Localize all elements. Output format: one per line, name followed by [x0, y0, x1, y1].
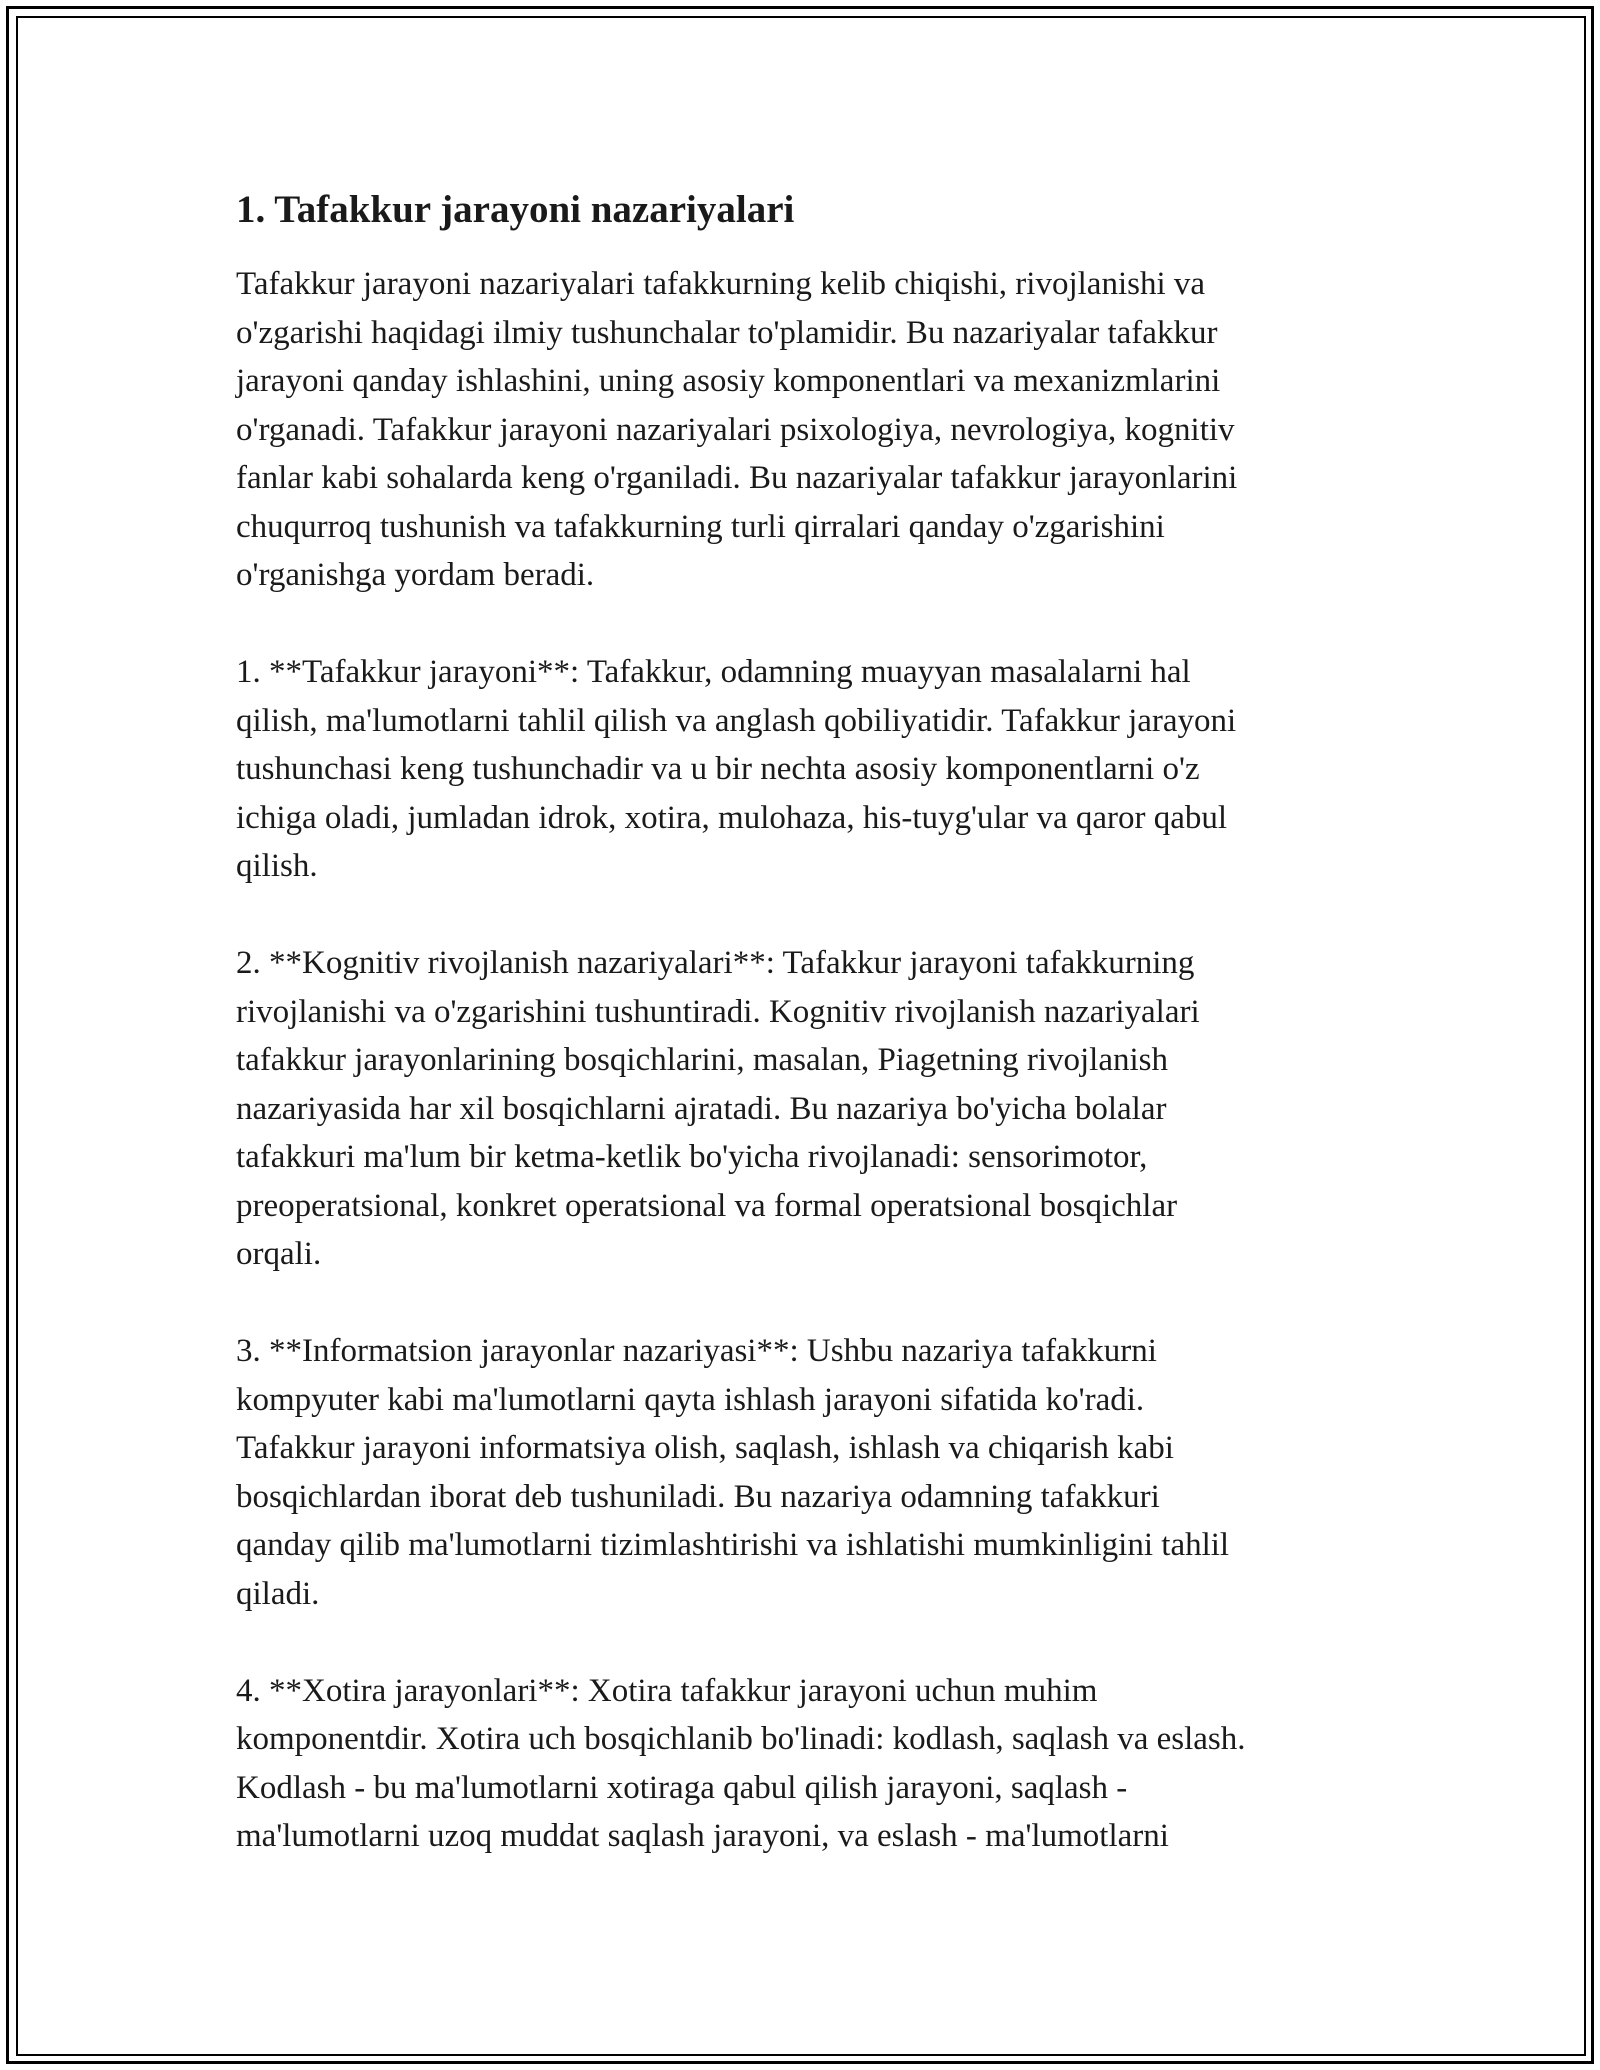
list-item-2-paragraph [236, 939, 1366, 1279]
text-line: 2. **Kognitiv rivojlanish nazariyalari**: Tafakkur jarayoni tafakkurning [236, 945, 1195, 981]
text-line: kompyuter kabi ma'lumotlarni qayta ishlash jarayoni sifatida ko'radi. [236, 1381, 1145, 1418]
text-line: 3. **Informatsion jarayonlar nazariyasi**: Ushbu nazariya tafakkurni [236, 1333, 1157, 1369]
text-line: tafakkuri ma'lum bir ketma-ketlik bo'yicha rivojlanadi: sensorimotor, [236, 1139, 1148, 1175]
text-line: Kodlash - bu ma'lumotlarni xotiraga qabul qilish jarayoni, saqlash - [236, 1769, 1128, 1806]
list-item-4-paragraph [236, 1667, 1366, 1861]
intro-paragraph [236, 260, 1366, 600]
text-line: rivojlanishi va o'zgarishini tushuntiradi. Kognitiv rivojlanish nazariyalari [236, 993, 1200, 1030]
text-line: komponentdir. Xotira uch bosqichlanib bo'linadi: kodlash, saqlash va eslash. [236, 1721, 1246, 1757]
document-page [236, 186, 1366, 1909]
text-line: jarayoni qanday ishlashini, uning asosiy komponentlari va mexanizmlarini [236, 363, 1221, 399]
text-line: Tafakkur jarayoni informatsiya olish, saqlash, ishlash va chiqarish kabi [236, 1430, 1174, 1466]
text-line: 4. **Xotira jarayonlari**: Xotira tafakkur jarayoni uchun muhim [236, 1672, 1098, 1709]
text-line: 1. **Tafakkur jarayoni**: Tafakkur, odamning muayyan masalalarni hal [236, 654, 1191, 690]
text-line: ichiga oladi, jumladan idrok, xotira, mulohaza, his-tuyg'ular va qaror qabul [236, 799, 1228, 836]
text-line: preoperatsional, konkret operatsional va formal operatsional bosqichlar [236, 1187, 1178, 1224]
list-item-3-paragraph [236, 1327, 1366, 1618]
text-line: Tafakkur jarayoni nazariyalari tafakkurning kelib chiqishi, rivojlanishi va [236, 266, 1206, 302]
text-line: tushunchasi keng tushunchadir va u bir nechta asosiy komponentlarni o'z [236, 751, 1200, 787]
text-line: qiladi. [236, 1575, 320, 1612]
text-line: bosqichlardan iborat deb tushuniladi. Bu nazariya odamning tafakkuri [236, 1478, 1160, 1515]
text-line: o'rganadi. Tafakkur jarayoni nazariyalari psixologiya, nevrologiya, kognitiv [236, 411, 1235, 448]
section-heading: 1. Tafakkur jarayoni nazariyalari [236, 188, 795, 231]
text-line: fanlar kabi sohalarda keng o'rganiladi. Bu nazariyalar tafakkur jarayonlarini [236, 460, 1238, 496]
text-line: orqali. [236, 1236, 322, 1272]
text-line: o'zgarishi haqidagi ilmiy tushunchalar to'plamidir. Bu nazariyalar tafakkur [236, 314, 1218, 351]
text-line: qilish, ma'lumotlarni tahlil qilish va anglash qobiliyatidir. Tafakkur jarayoni [236, 702, 1237, 739]
list-item-1-paragraph [236, 648, 1366, 891]
text-line: tafakkur jarayonlarining bosqichlarini, masalan, Piagetning rivojlanish [236, 1042, 1169, 1078]
text-line: chuqurroq tushunish va tafakkurning turli qirralari qanday o'zgarishini [236, 508, 1165, 545]
text-line: qilish. [236, 848, 318, 884]
text-line: o'rganishga yordam beradi. [236, 557, 595, 593]
text-line: ma'lumotlarni uzoq muddat saqlash jarayoni, va eslash - ma'lumotlarni [236, 1818, 1169, 1854]
text-line: nazariyasida har xil bosqichlarni ajratadi. Bu nazariya bo'yicha bolalar [236, 1090, 1167, 1127]
text-line: qanday qilib ma'lumotlarni tizimlashtirishi va ishlatishi mumkinligini tahlil [236, 1527, 1230, 1563]
